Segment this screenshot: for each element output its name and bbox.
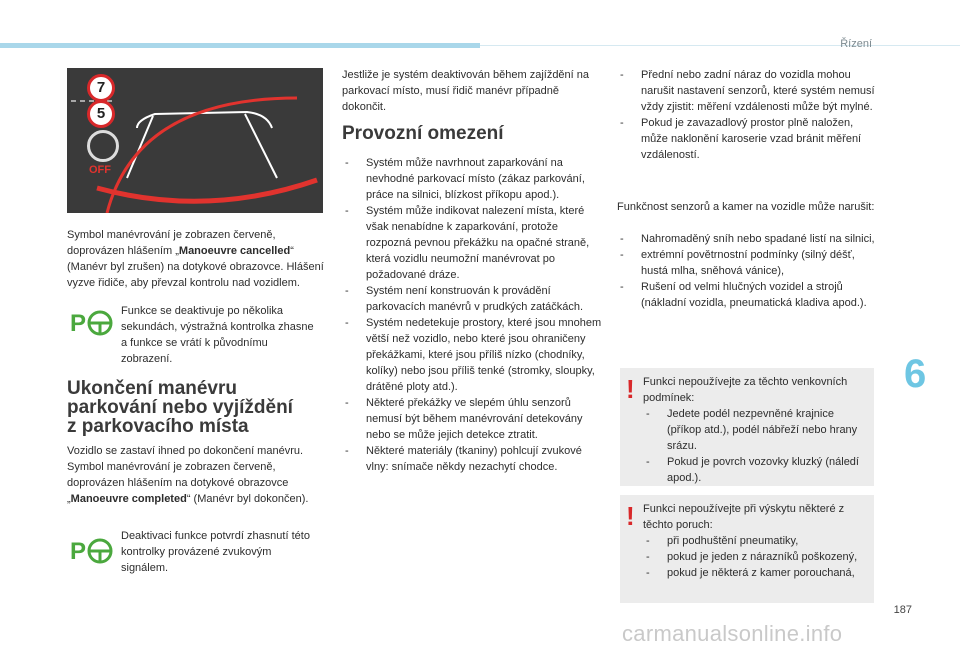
- warning-conditions-text: Funkci nepoužívejte za těchto venkovních podmínek:: [643, 376, 848, 404]
- svg-text:P: P: [70, 310, 87, 337]
- list-item: - Rušení od velmi hlučných vozidel a strojů (nákladní vozidla, pneumatická kladiva apod.).: [617, 279, 879, 311]
- rear-camera-illustration: [67, 68, 323, 213]
- section-heading-end-maneuver: [67, 379, 293, 436]
- cancelled-text-start: Symbol manévrování je zobrazen červeně, doprovázen hlášením „: [67, 229, 276, 257]
- warning-icon: !: [626, 501, 635, 531]
- warning-conditions-list: [643, 406, 871, 486]
- list-item: - pokud je jeden z nárazníků poškozený,: [643, 549, 871, 565]
- heading-line-3: z parkovacího místa: [67, 416, 249, 437]
- list-item: - Pokud je zavazadlový prostor plně naložen, může naklonění karoserie vzad bránit měření vzdáleností.: [617, 115, 879, 163]
- off-label: OFF: [89, 164, 111, 176]
- cancelled-message: Manoeuvre cancelled: [178, 245, 291, 257]
- chapter-number: 6: [904, 352, 927, 396]
- warning-box-faults: [620, 495, 874, 603]
- list-item: - Některé materiály (tkaniny) pohlcují zvukové vlny: snímače někdy nezachytí chodce.: [342, 443, 602, 475]
- completed-paragraph: [67, 443, 329, 507]
- section-heading-limitations: Provozní omezení: [342, 123, 504, 144]
- watermark: carmanualsonline.info: [622, 621, 843, 646]
- parking-assist-icon-2: [70, 536, 114, 566]
- list-item: - Pokud je povrch vozovky kluzký (náledí apod.).: [643, 454, 871, 486]
- completed-text-end: “ (Manévr byl dokončen).: [186, 493, 309, 505]
- completed-message: Manoeuvre completed: [70, 493, 187, 505]
- list-item: - Systém může indikovat nalezení místa, které však nenabídne k zaparkování, protože rozpozná pevnou překážku na opačné straně, která vozidlu neumožní manévrovat po požadované dráze.: [342, 203, 602, 283]
- warning-icon: !: [626, 374, 635, 404]
- warning-faults-list: [643, 533, 871, 581]
- speed-sign-5-icon: [87, 100, 115, 128]
- list-item: - při podhuštění pneumatiky,: [643, 533, 871, 549]
- header-rule: [480, 45, 960, 46]
- list-item: - Systém může navrhnout zaparkování na nevhodné parkovací místo (zákaz parkování, práce na silnici, blízkost příkopu apod.).: [342, 155, 602, 203]
- note-confirmation: Deaktivaci funkce potvrdí zhasnutí této kontrolky provázené zvukovým signálem.: [121, 530, 310, 574]
- sensor-intro: Funkčnost senzorů a kamer na vozidle může narušit:: [617, 201, 875, 213]
- warning-box-conditions: [620, 368, 874, 486]
- parking-assist-icon: [70, 308, 114, 338]
- note-deactivation: Funkce se deaktivuje po několika sekundách, výstražná kontrolka zhasne a funkce se vrátí k původnímu zobrazení.: [121, 305, 314, 365]
- cancelled-paragraph: [67, 227, 325, 291]
- deactivated-intro: Jestliže je systém deaktivován během zajíždění na parkovací místo, musí řidič manévr případně dokončit.: [342, 69, 590, 113]
- speed-sign-7-value: 7: [96, 79, 106, 96]
- heading-line-1: Ukončení manévru: [67, 378, 237, 399]
- list-item: - Některé překážky ve slepém úhlu senzorů nemusí být během manévrování detekovány nebo se může jejich detekce ztratit.: [342, 395, 602, 443]
- sensor-disturbance-list: [617, 231, 879, 311]
- list-item: - Přední nebo zadní náraz do vozidla mohou narušit nastavení senzorů, které systém nemusí vždy zjistit: měření vzdálenosti může být mylné.: [617, 67, 879, 115]
- speed-sign-7-icon: [87, 74, 115, 102]
- warning-faults-text: Funkci nepoužívejte při výskytu některé z těchto poruch:: [643, 503, 845, 531]
- steering-wheel-icon: [87, 130, 119, 162]
- list-item: - Systém není konstruován k provádění parkovacích manévrů v prudkých zatáčkách.: [342, 283, 602, 315]
- list-item: - extrémní povětrnostní podmínky (silný déšť, hustá mlha, sněhová vánice),: [617, 247, 879, 279]
- speed-sign-5-value: 5: [96, 105, 106, 122]
- page-number: 187: [893, 604, 912, 616]
- header-accent-bar: [0, 43, 480, 48]
- list-item: - Systém nedetekuje prostory, které jsou mnohem větší než vozidlo, nebo které jsou ohraničeny překážkami, které jsou příliš nízko (chodníky, kolíky) nebo jsou příliš tenké (stromky, sloupky, drátěné ploty atd.).: [342, 315, 602, 395]
- limitations-list: [342, 155, 602, 475]
- list-item: - Nahromaděný sníh nebo spadané listí na silnici,: [617, 231, 879, 247]
- list-item: - pokud je některá z kamer porouchaná,: [643, 565, 871, 581]
- section-title: Řízení: [840, 38, 872, 50]
- completed-text-start: Vozidlo se zastaví ihned po dokončení manévru. Symbol manévrování je zobrazen červeně, doprovázen hlášením na dotykové obrazovce „: [67, 445, 304, 505]
- svg-text:P: P: [70, 538, 87, 565]
- cancelled-text-end: “ (Manévr byl zrušen) na dotykové obrazovce. Hlášení vyzve řidiče, aby převzal kontrolu nad vozidlem.: [67, 245, 324, 289]
- list-item: - Jedete podél nezpevněné krajnice (příkop atd.), podél nábřeží nebo hrany srázu.: [643, 406, 871, 454]
- impact-list: [617, 67, 879, 163]
- heading-line-2: parkování nebo vyjíždění: [67, 397, 293, 418]
